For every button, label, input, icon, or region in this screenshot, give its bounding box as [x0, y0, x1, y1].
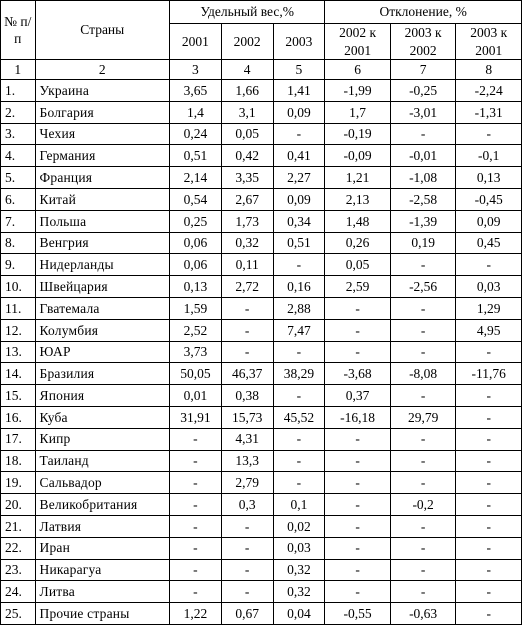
share-2001-cell: 2,52	[170, 319, 222, 341]
share-2003-cell: 0,32	[273, 581, 325, 603]
table-row	[1, 210, 522, 232]
row-number-cell: 14.	[1, 363, 36, 385]
share-2003-cell: -	[273, 428, 325, 450]
table-row	[1, 603, 522, 625]
deviation-2002-2001-cell: -16,18	[325, 407, 391, 429]
deviation-2003-2002-cell: -0,25	[390, 80, 456, 102]
share-2002-cell: 1,66	[221, 80, 273, 102]
share-2001-cell: 1,22	[170, 603, 222, 625]
row-number-cell: 3.	[1, 123, 36, 145]
country-name-cell: Сальвадор	[35, 472, 170, 494]
deviation-2002-2001-cell: -	[325, 428, 391, 450]
table-row	[1, 276, 522, 298]
table-row	[1, 407, 522, 429]
share-2001-cell: -	[170, 494, 222, 516]
table-row	[1, 167, 522, 189]
deviation-2002-2001-cell: -	[325, 450, 391, 472]
share-2001-cell: -	[170, 516, 222, 538]
deviation-2003-2002-cell: -	[390, 254, 456, 276]
share-2003-cell: 0,04	[273, 603, 325, 625]
country-name-cell: Китай	[35, 189, 170, 211]
share-2002-cell: 15,73	[221, 407, 273, 429]
share-2002-cell: 2,67	[221, 189, 273, 211]
deviation-2003-2002-cell: -	[390, 123, 456, 145]
header-year: 2002	[221, 24, 273, 60]
deviation-2002-2001-cell: 1,21	[325, 167, 391, 189]
share-2002-cell: -	[221, 559, 273, 581]
deviation-2003-2001-cell: -	[456, 450, 522, 472]
deviation-2003-2001-cell: -0,45	[456, 189, 522, 211]
country-name-cell: Польша	[35, 210, 170, 232]
table-row	[1, 123, 522, 145]
country-name-cell: Бразилия	[35, 363, 170, 385]
table-row	[1, 428, 522, 450]
deviation-2003-2002-cell: 0,19	[390, 232, 456, 254]
deviation-2002-2001-cell: -1,99	[325, 80, 391, 102]
table-row	[1, 450, 522, 472]
deviation-2003-2001-cell: -	[456, 407, 522, 429]
deviation-2002-2001-cell: -	[325, 298, 391, 320]
country-name-cell: Таиланд	[35, 450, 170, 472]
column-number: 1	[1, 60, 36, 80]
table-row	[1, 101, 522, 123]
share-2003-cell: 0,03	[273, 537, 325, 559]
deviation-2002-2001-cell: -	[325, 472, 391, 494]
deviation-2003-2001-cell: -	[456, 516, 522, 538]
deviation-2002-2001-cell: 1,48	[325, 210, 391, 232]
deviation-2003-2001-cell: -	[456, 123, 522, 145]
column-number: 2	[35, 60, 170, 80]
share-2002-cell: -	[221, 581, 273, 603]
share-2003-cell: 2,88	[273, 298, 325, 320]
deviation-2003-2002-cell: -	[390, 341, 456, 363]
share-2001-cell: 1,59	[170, 298, 222, 320]
deviation-2003-2001-cell: -	[456, 537, 522, 559]
country-name-cell: Кипр	[35, 428, 170, 450]
header-row-groups	[1, 1, 522, 24]
header-share-group: Удельный вес,%	[170, 1, 325, 24]
table-row	[1, 298, 522, 320]
deviation-2002-2001-cell: -	[325, 516, 391, 538]
deviation-2003-2002-cell: -	[390, 450, 456, 472]
row-number-cell: 22.	[1, 537, 36, 559]
deviation-2003-2002-cell: -	[390, 516, 456, 538]
country-name-cell: Прочие страны	[35, 603, 170, 625]
share-2001-cell: 0,51	[170, 145, 222, 167]
share-2003-cell: 1,41	[273, 80, 325, 102]
deviation-2003-2002-cell: 29,79	[390, 407, 456, 429]
share-2003-cell: -	[273, 472, 325, 494]
header-deviation: 2003 к 2001	[456, 24, 522, 60]
share-2001-cell: -	[170, 559, 222, 581]
deviation-2002-2001-cell: -	[325, 559, 391, 581]
deviation-2002-2001-cell: -	[325, 494, 391, 516]
share-2002-cell: -	[221, 298, 273, 320]
share-2003-cell: 38,29	[273, 363, 325, 385]
table-row	[1, 385, 522, 407]
share-2002-cell: 0,05	[221, 123, 273, 145]
deviation-2002-2001-cell: -	[325, 537, 391, 559]
country-name-cell: Швейцария	[35, 276, 170, 298]
country-name-cell: Япония	[35, 385, 170, 407]
country-name-cell: Болгария	[35, 101, 170, 123]
deviation-2002-2001-cell: 0,26	[325, 232, 391, 254]
column-number: 3	[170, 60, 222, 80]
deviation-2003-2002-cell: -	[390, 385, 456, 407]
deviation-2003-2001-cell: -	[456, 559, 522, 581]
share-2003-cell: 0,41	[273, 145, 325, 167]
country-name-cell: Франция	[35, 167, 170, 189]
row-number-cell: 7.	[1, 210, 36, 232]
row-number-cell: 24.	[1, 581, 36, 603]
table-row	[1, 472, 522, 494]
share-2003-cell: 0,09	[273, 189, 325, 211]
deviation-2003-2001-cell: 0,03	[456, 276, 522, 298]
table-row	[1, 319, 522, 341]
deviation-2003-2002-cell: -	[390, 559, 456, 581]
country-name-cell: Великобритания	[35, 494, 170, 516]
row-number-cell: 19.	[1, 472, 36, 494]
column-number: 7	[390, 60, 456, 80]
country-name-cell: ЮАР	[35, 341, 170, 363]
share-2001-cell: 0,54	[170, 189, 222, 211]
share-2001-cell: 31,91	[170, 407, 222, 429]
share-2001-cell: 3,65	[170, 80, 222, 102]
row-number-cell: 18.	[1, 450, 36, 472]
deviation-2003-2002-cell: -	[390, 537, 456, 559]
row-number-cell: 10.	[1, 276, 36, 298]
deviation-2003-2002-cell: -	[390, 581, 456, 603]
share-2002-cell: -	[221, 341, 273, 363]
deviation-2003-2002-cell: -0,63	[390, 603, 456, 625]
deviation-2003-2002-cell: -8,08	[390, 363, 456, 385]
share-2001-cell: -	[170, 581, 222, 603]
deviation-2003-2001-cell: -0,1	[456, 145, 522, 167]
country-name-cell: Гватемала	[35, 298, 170, 320]
deviation-2003-2001-cell: -2,24	[456, 80, 522, 102]
table-row	[1, 516, 522, 538]
deviation-2002-2001-cell: -0,19	[325, 123, 391, 145]
table-row	[1, 189, 522, 211]
share-2003-cell: -	[273, 450, 325, 472]
header-deviation-group: Отклонение, %	[325, 1, 522, 24]
deviation-2003-2002-cell: -	[390, 472, 456, 494]
table-row	[1, 559, 522, 581]
deviation-2003-2001-cell: -	[456, 341, 522, 363]
share-2003-cell: 2,27	[273, 167, 325, 189]
column-number: 8	[456, 60, 522, 80]
deviation-2002-2001-cell: 0,37	[325, 385, 391, 407]
share-2001-cell: 1,4	[170, 101, 222, 123]
header-number: № п/п	[1, 1, 36, 60]
column-number: 5	[273, 60, 325, 80]
deviation-2003-2002-cell: -0,01	[390, 145, 456, 167]
share-2002-cell: 3,1	[221, 101, 273, 123]
header-deviation: 2002 к 2001	[325, 24, 391, 60]
share-2001-cell: -	[170, 537, 222, 559]
share-2001-cell: -	[170, 450, 222, 472]
deviation-2003-2001-cell: -	[456, 428, 522, 450]
share-2003-cell: 0,16	[273, 276, 325, 298]
share-2001-cell: 3,73	[170, 341, 222, 363]
column-number: 4	[221, 60, 273, 80]
share-2002-cell: 0,32	[221, 232, 273, 254]
deviation-2003-2001-cell: -	[456, 603, 522, 625]
share-2003-cell: -	[273, 123, 325, 145]
header-year: 2003	[273, 24, 325, 60]
row-number-cell: 17.	[1, 428, 36, 450]
share-2003-cell: 7,47	[273, 319, 325, 341]
header-year: 2001	[170, 24, 222, 60]
share-2001-cell: -	[170, 428, 222, 450]
share-2002-cell: 0,67	[221, 603, 273, 625]
country-name-cell: Нидерланды	[35, 254, 170, 276]
share-2001-cell: 0,13	[170, 276, 222, 298]
table-row	[1, 254, 522, 276]
share-2002-cell: 13,3	[221, 450, 273, 472]
row-number-cell: 2.	[1, 101, 36, 123]
header-row-column-numbers	[1, 60, 522, 80]
deviation-2003-2002-cell: -	[390, 428, 456, 450]
share-2001-cell: 2,14	[170, 167, 222, 189]
row-number-cell: 25.	[1, 603, 36, 625]
share-2002-cell: 3,35	[221, 167, 273, 189]
deviation-2003-2001-cell: -	[456, 494, 522, 516]
table-row	[1, 537, 522, 559]
share-2003-cell: 0,34	[273, 210, 325, 232]
share-2003-cell: -	[273, 385, 325, 407]
header-countries: Страны	[35, 1, 170, 60]
share-2002-cell: 2,79	[221, 472, 273, 494]
share-2002-cell: 0,42	[221, 145, 273, 167]
table-row	[1, 80, 522, 102]
deviation-2002-2001-cell: -0,09	[325, 145, 391, 167]
deviation-2003-2002-cell: -1,39	[390, 210, 456, 232]
share-2001-cell: 50,05	[170, 363, 222, 385]
deviation-2002-2001-cell: 2,13	[325, 189, 391, 211]
row-number-cell: 4.	[1, 145, 36, 167]
deviation-2003-2001-cell: -11,76	[456, 363, 522, 385]
share-2003-cell: 0,09	[273, 101, 325, 123]
deviation-2002-2001-cell: -	[325, 319, 391, 341]
row-number-cell: 6.	[1, 189, 36, 211]
table-row	[1, 145, 522, 167]
deviation-2003-2001-cell: 1,29	[456, 298, 522, 320]
deviation-2003-2002-cell: -3,01	[390, 101, 456, 123]
country-name-cell: Колумбия	[35, 319, 170, 341]
share-2002-cell: 2,72	[221, 276, 273, 298]
share-2001-cell: -	[170, 472, 222, 494]
country-name-cell: Чехия	[35, 123, 170, 145]
deviation-2002-2001-cell: -	[325, 581, 391, 603]
row-number-cell: 11.	[1, 298, 36, 320]
deviation-2003-2002-cell: -	[390, 298, 456, 320]
row-number-cell: 5.	[1, 167, 36, 189]
country-name-cell: Германия	[35, 145, 170, 167]
table-row	[1, 363, 522, 385]
share-2002-cell: -	[221, 516, 273, 538]
deviation-2003-2001-cell: 0,09	[456, 210, 522, 232]
row-number-cell: 16.	[1, 407, 36, 429]
row-number-cell: 21.	[1, 516, 36, 538]
row-number-cell: 12.	[1, 319, 36, 341]
country-name-cell: Венгрия	[35, 232, 170, 254]
share-2002-cell: 46,37	[221, 363, 273, 385]
share-2001-cell: 0,01	[170, 385, 222, 407]
row-number-cell: 1.	[1, 80, 36, 102]
row-number-cell: 20.	[1, 494, 36, 516]
share-2003-cell: 45,52	[273, 407, 325, 429]
share-2003-cell: -	[273, 341, 325, 363]
deviation-2003-2001-cell: -	[456, 472, 522, 494]
share-2002-cell: 0,38	[221, 385, 273, 407]
share-2001-cell: 0,06	[170, 232, 222, 254]
share-2001-cell: 0,06	[170, 254, 222, 276]
share-2003-cell: 0,32	[273, 559, 325, 581]
deviation-2003-2001-cell: 0,13	[456, 167, 522, 189]
share-2003-cell: -	[273, 254, 325, 276]
column-number: 6	[325, 60, 391, 80]
deviation-2002-2001-cell: -0,55	[325, 603, 391, 625]
country-name-cell: Никарагуа	[35, 559, 170, 581]
share-2001-cell: 0,25	[170, 210, 222, 232]
country-name-cell: Литва	[35, 581, 170, 603]
share-2002-cell: 4,31	[221, 428, 273, 450]
table-row	[1, 581, 522, 603]
share-2002-cell: 1,73	[221, 210, 273, 232]
deviation-2002-2001-cell: 1,7	[325, 101, 391, 123]
deviation-2003-2001-cell: -	[456, 254, 522, 276]
deviation-2003-2001-cell: 0,45	[456, 232, 522, 254]
share-2002-cell: 0,11	[221, 254, 273, 276]
share-2001-cell: 0,24	[170, 123, 222, 145]
deviation-2003-2002-cell: -2,58	[390, 189, 456, 211]
share-2003-cell: 0,1	[273, 494, 325, 516]
deviation-2003-2002-cell: -2,56	[390, 276, 456, 298]
row-number-cell: 8.	[1, 232, 36, 254]
deviation-2003-2002-cell: -1,08	[390, 167, 456, 189]
deviation-2002-2001-cell: -	[325, 341, 391, 363]
deviation-2002-2001-cell: -3,68	[325, 363, 391, 385]
table-row	[1, 232, 522, 254]
share-2002-cell: -	[221, 537, 273, 559]
deviation-2003-2001-cell: -	[456, 581, 522, 603]
deviation-2003-2002-cell: -	[390, 319, 456, 341]
deviation-2002-2001-cell: 2,59	[325, 276, 391, 298]
deviation-2003-2001-cell: -1,31	[456, 101, 522, 123]
deviation-2003-2002-cell: -0,2	[390, 494, 456, 516]
deviation-2003-2001-cell: 4,95	[456, 319, 522, 341]
share-2002-cell: -	[221, 319, 273, 341]
table-body	[1, 80, 522, 625]
table-row	[1, 341, 522, 363]
country-name-cell: Латвия	[35, 516, 170, 538]
deviation-2002-2001-cell: 0,05	[325, 254, 391, 276]
row-number-cell: 13.	[1, 341, 36, 363]
row-number-cell: 23.	[1, 559, 36, 581]
country-name-cell: Иран	[35, 537, 170, 559]
deviation-2003-2001-cell: -	[456, 385, 522, 407]
header-deviation: 2003 к 2002	[390, 24, 456, 60]
table-row	[1, 494, 522, 516]
country-name-cell: Украина	[35, 80, 170, 102]
row-number-cell: 9.	[1, 254, 36, 276]
share-2002-cell: 0,3	[221, 494, 273, 516]
share-2003-cell: 0,51	[273, 232, 325, 254]
row-number-cell: 15.	[1, 385, 36, 407]
country-name-cell: Куба	[35, 407, 170, 429]
share-2003-cell: 0,02	[273, 516, 325, 538]
